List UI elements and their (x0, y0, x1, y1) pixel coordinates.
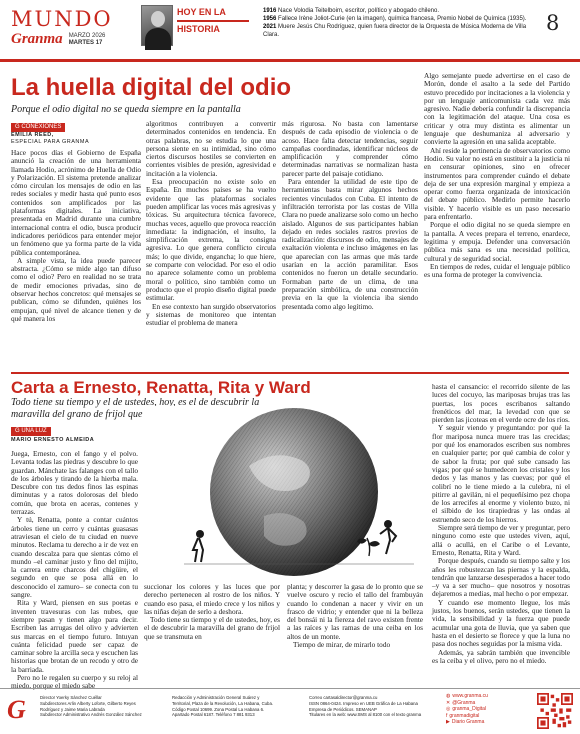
article1-headline[interactable]: La huella digital del odio (11, 74, 292, 101)
footer-address: Redacción y Administración General Suárez y Territorial, Plaza de la Revolución, La Habana, Cuba. Código Postal 10699. Zona Postal La Habana 6. Apartado Postal 6187. Teléfono 7 881 9313 (172, 695, 274, 718)
footer-email[interactable]: Correo cartasaldirector@granma.cu (309, 695, 378, 700)
social-link-youtube[interactable]: ▶ Diario Granma (446, 719, 485, 726)
social-link-facebook[interactable]: f granmadigital (446, 712, 480, 719)
article2-subhead: Todo tiene su tiempo y el de ustedes, hoy, es el de descubrir la maravilla del grano de frijol que se transmuta en planta (11, 397, 260, 420)
facebook-icon: f (446, 712, 448, 719)
article2-section-tag: G UNA LUZ (11, 427, 51, 436)
article2-column-1: Juega, Ernesto, con el fango y el polvo. Levanta todas las piedras y descubre lo que guardan. Mánchate las falanges con el tallo de los árboles y tirando de la hierba mala. Descubre con tus dedos finos las espinas diminutas y a ratos dolorosas del bledo común, que brota en aceras, contenes y terrazas. Y tú, Renatta, ponte a contar cuántos árboles tiene un cerro y cuántas guasasas atraviesan el cielo de tu ciudad en nueve minutos. Reclama tu derecho a ir de vez en cuando descalza para que sientas cómo el mundo –el caminar justo y fino del mijito, la carrera entre charcos del chigüire, el segundo en que se posa allá en lo desconocido el zamuro– se conecta con tu sangre. Rita y Ward, piensen en sus poetas e inventen travesuras con las nubes, que siempre pasan y tienen algo para decir. Escriben las arrugas del olivo y advierten sus marcas en el tiempo futuro. Intuyan cuánta felicidad puede ser capaz de caminar sobre la arcilla seca y escuchen las historias que brotan de un recodo y otro de la barriada. Pero no le regalen su cuerpo y su reloj al miedo, porque el miedo sabe (11, 449, 138, 691)
social-link-instagram[interactable]: ◎ granma_Digital (446, 706, 487, 713)
article2-column-3: planta; y descorrer la gasa de lo pronto que se vuelve oscuro y recio el tallo del frambuyán cuando lo condenan a nacer y vivir en un frasco de vidrio; y entender que ni la belleza del bonsái ni la fiereza del ravo existen frente a las raíces y las ramas de una ceiba en los altos de un monte. Tiempo de mirar, de mirarlo todo (287, 582, 423, 650)
section-brand (11, 9, 137, 47)
masthead (0, 0, 580, 62)
history-heading (177, 7, 261, 35)
youtube-icon: ▶ (446, 719, 450, 726)
article2-illustration (144, 406, 428, 580)
footer-contact: Correo cartasaldirector@granma.cu ISSN 0864-0424. Impreso en UEB Gráfica de La Habana Empresa de Periódicos. SEMANAP Titulares en la web: www.SMS al 8100 con el texto granma (309, 695, 442, 718)
article1-byline: EMILIA REED, ESPECIAL PARA GRANMA (11, 132, 90, 145)
qr-code-icon[interactable] (537, 693, 573, 729)
history-heading-line1: HOY EN LA (177, 7, 226, 17)
article1-column-2: algoritmos contribuyen a convertir determinados contenidos en tendencia. En otras palabras, no se estudia lo que una persona siente en su intimidad, sino cómo ciertos discursos hostiles se convierten en corrientes visibles de presión, agresividad e incitación a la violencia. Esa preocupación no existe solo en España. En muchos países se ha vuelto evidente que las plataformas sociales pueden amplificar las voces más agresivas y tóxicas. Su arquitectura técnica favorece, muchas veces, aquello que provoca reacción inmediata: la indignación, el insulto, la simplificación extrema, la consigna agresiva. Lo que genera conflicto circula más; lo que divide, engancha; lo que hiere, se comparte con velocidad. Por eso el odio no aparece solamente como un problema moral o político, sino también como un producto que el propio diseño digital puede estimular. En ese contexto han surgido observatorios y sistemas de monitoreo que intentan estudiar el problema de manera (146, 119, 276, 328)
issue-day: MARTES 17 (68, 40, 103, 46)
social-link-web[interactable]: ◍ www.granma.cu (446, 693, 488, 699)
child-figure-left (193, 530, 204, 562)
history-item: 1956 Fallece Irène Joliot-Curie (en la imagen), química francesa, Premio Nobel de Química (1935). (263, 16, 527, 22)
section-title: MUNDO (11, 7, 113, 31)
article1-column-4: Algo semejante puede advertirse en el caso de Morón, donde el asalto a la sede del Partido estuvo precedido por incitaciones a la violencia y por un lenguaje anticomunista cada vez más agresivo. Nadie debería confundir la discrepancia con la legitimación del ataque. Una cosa es criticar y otra muy distinta es alimentar un lenguaje que deshumaniza al adversario y convierte la agresión en una salida aceptable. Ahí reside la pertinencia de observatorios como Hodio. Su valor no está en sustituir a la justicia ni en censurar opiniones, sino en ofrecer instrumentos para comprender cuándo el debate deja de ser una expresión marginal y empieza a operar como fuerza organizada de intoxicación del debate público. Medirlo permite hacerlo visible. Y hacerlo visible es un paso necesario para enfrentarlo. Porque el odio digital no se queda siempre en la pantalla. A veces prepara el terreno, enardece, legitima y empuja. Defender una conversación pública más sana es una necesidad política, cultural y de seguridad social. En tiempos de redes, cuidar el lenguaje público es una forma de proteger la convivencia. (424, 71, 570, 280)
issue-month: MARZO 2026 (68, 33, 106, 39)
x-icon: ✕ (446, 699, 451, 706)
issue-date (69, 33, 106, 47)
footer-staff: Director Yoerky Sánchez Cuéllar Subdirectores Arlin Alberty Loforte, Gilberto Reyes Rodríguez y Jaime Maria Labrada Subdirector Administrativo Andrés González Sánchez (40, 695, 142, 718)
globe-icon: ◍ (446, 693, 451, 699)
article2-byline: MARIO ERNESTO ALMEIDA (11, 437, 95, 443)
tag-icon: G (15, 428, 22, 434)
article2-column-4: hasta el cansancio: el recorrido silente de las luces del cocuyo, las mariposas brujas tras las puertas, los poces escribanos saltando frenéticos del mar, la levedad con que se pierden las jicoteas en el verde ocre de los ríos. Y seguir viendo y preguntando: por qué la flor mariposa nunca muere tras las crecidas; por qué los enamorados escriben sus nombres en cualquier parte; por qué cambia de color y de sabor la fruta; por qué sube cansado las vigas; por qué se humedecen los cristales y los dedos y las manos y las cuevas; por qué el colibrí no le tiene miedo a la culebra, ni el pitirre al gavilán, ni el pequeñísimo pez chopa de los arrecifes al enorme y violento buzo, ni el silbido de los tirapiedras y las ondas al estruendo seco de los hierros. Siempre será tiempo de ver y preguntar, pero ninguno como este que ustedes viven, aquí, allá o acullá, en el Caribe o el Levante, Ernesto, Renatta, Rita y Ward. Porque después, cuando su tiempo salte y los años les robustezcan las piernas y la espalda, tendrán que lanzarse desesperados a hacer todo –y va a ser mucho– que nosotros y nosotras dejaremos a medias, mal hecho o por empezar. Y cuando ese momento llegue, los más justos, los buenos, serán ustedes, que tienen la vida, la sensibilidad y la fuerza que puede acumular una gota de lluvia, que ya saben que hasta en el desierto se florece y que la luna no pasa dos noches seguidas por la misma vida. Además, ya sabrán también que invencible es la ceiba y el olivo, pero no el miedo. (432, 382, 570, 665)
tag-icon: G (15, 124, 22, 130)
article1-subhead: Porque el odio digital no se queda siempre en la pantalla (11, 104, 241, 115)
article2-headline[interactable]: Carta a Ernesto, Renatta, Rita y Ward (11, 378, 311, 397)
newspaper-logo[interactable]: Granma (11, 31, 63, 47)
globe-drawing (210, 408, 378, 576)
footer-logo[interactable]: G (7, 695, 26, 724)
plant-drawing (357, 538, 380, 556)
article2-column-2: succionar los colores y las luces que por derecho pertenecen al rostro de los niños. Y cuando eso pasa, el miedo crece y los niños y las niñas dejan de serlo a deshora. Todo tiene su tiempo y el de ustedes, hoy, es el de descubrir la maravilla del grano de frijol que se transmuta en (144, 582, 280, 641)
history-list (263, 7, 535, 39)
history-heading-line2: HISTORIA (177, 24, 220, 34)
page-number: 8 (546, 11, 560, 35)
instagram-icon: ◎ (446, 706, 451, 713)
child-figure-right (380, 520, 396, 554)
history-item: 1916 Nace Volodia Teitelboim, escritor, político y abogado chileno. (263, 8, 440, 14)
history-item: 2021 Muere Jesús Chu Rodríguez, quien fuera director de la Orquesta de Música Moderna de Villa Clara. (263, 24, 527, 38)
article1-column-1: Hace pocos días el Gobierno de España anunció la creación de una herramienta llamada Hodio, acrónimo de Huella de Odio y Polarización. El sistema pretende analizar cómo circulan los mensajes de odio en las redes sociales y medir hasta qué punto esos contenidos son amplificados por las plataformas digitales. La iniciativa, presentada en Madrid durante una cumbre internacional contra el odio, busca producir indicadores periódicos para entender mejor un fenómeno que ya forma parte de la vida pública contemporánea. A simple vista, la idea puede parecer abstracta. ¿Cómo se mide algo tan difuso como el odio? Pero en realidad no se trata de medir emociones privadas, sino de observar hechos concretos: qué mensajes se publican, cómo se difunden, quiénes los empujan, qué nivel de alcance tienen y de qué manera los (11, 148, 141, 323)
section-divider (11, 372, 569, 374)
social-link-x[interactable]: ✕ @Granma (446, 699, 476, 706)
article1-section-tag: G CONEXIONES (11, 123, 65, 132)
history-portrait (141, 5, 173, 46)
article1-column-3: más rigurosa. No basta con lamentarse después de cada episodio de violencia o de acoso. Hace falta detectar tendencias, seguir campañas coordinadas, identificar núcleos de amplificación y comprender cómo determinadas narrativas se normalizan hasta parecer parte del paisaje cotidiano. Para entender la utilidad de este tipo de herramientas basta mirar algunos hechos recientes vinculados con Cuba. El intento de infiltración terrorista por las costas de Villa Clara no puede analizarse solo como un hecho aislado. Algunos de sus participantes habían dejado en redes sociales rastros previos de radicalización: discursos de odio, mensajes de exaltación violenta e incluso imágenes en las que aparecían con las armas que más tarde usarían en la acción paramilitar. Esos contenidos no fueron un detalle secundario. Formaban parte de un clima, de una preparación simbólica, de una construcción previa en la que la violencia iba siendo presentada como algo legítimo. (282, 119, 418, 311)
footer (0, 688, 580, 734)
social-links (446, 693, 530, 726)
